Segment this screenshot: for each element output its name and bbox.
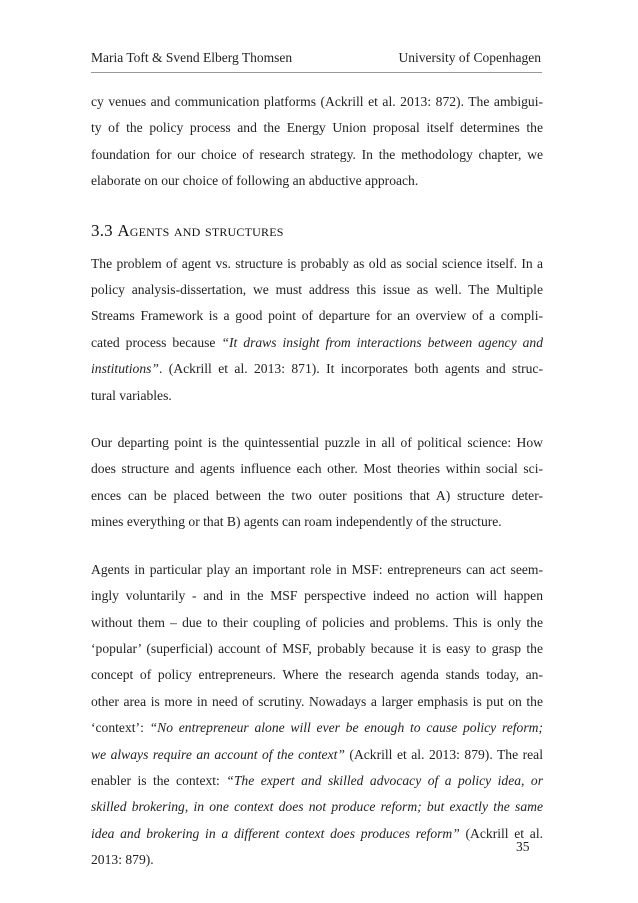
header-authors: Maria Toft & Svend Elberg Thomsen xyxy=(91,50,293,65)
paragraph-gap xyxy=(91,409,543,430)
text-line: policy analysis-dissertation, we must address this issue as well. The Multiple xyxy=(91,282,543,298)
text-run: ‘context’: xyxy=(91,720,150,736)
text-line: mines everything or that B) agents can roam independently of the structure. xyxy=(91,514,502,530)
text-line xyxy=(91,742,543,768)
text-line: ingly voluntarily - and in the MSF perspective indeed no action will happen xyxy=(91,588,543,604)
text-line xyxy=(91,356,543,382)
text-line xyxy=(91,821,543,847)
text-line: ty of the policy process and the Energy Union proposal itself determines the xyxy=(91,120,543,136)
quote-text: “It draws insight from interactions between agency and xyxy=(221,334,544,350)
text-line: Streams Framework is a good point of departure for an overview of a compli- xyxy=(91,308,543,324)
text-line: other area is more in need of scrutiny. Nowadays a larger emphasis is put on the xyxy=(91,693,543,709)
paragraph-agents-msf xyxy=(91,557,543,874)
quote-text: idea and brokering in a different context does produces reform” xyxy=(91,825,460,841)
text-run: (Ackrill et al. xyxy=(459,825,544,841)
running-header xyxy=(91,50,542,73)
text-run: cated process because xyxy=(91,334,222,350)
quote-text: we always require an account of the context” xyxy=(91,746,345,762)
quote-text: “The expert and skilled advocacy of a policy idea, or xyxy=(226,772,543,788)
text-run: enabler is the context: xyxy=(91,772,227,788)
text-line xyxy=(91,794,543,820)
text-line: concept of policy entrepreneurs. Where the research agenda stands today, an- xyxy=(91,667,543,683)
text-line: Our departing point is the quintessential puzzle in all of political science: How xyxy=(91,435,543,451)
text-line xyxy=(91,768,543,794)
body-text xyxy=(91,89,543,874)
text-line: 2013: 879). xyxy=(91,852,154,868)
page-number: 35 xyxy=(516,839,530,854)
section-title: Agents and structures xyxy=(117,220,284,240)
quote-text: skilled brokering, in one context does not produce reform; but exactly the same xyxy=(91,799,543,815)
section-heading xyxy=(91,220,543,242)
paragraph-agent-structure xyxy=(91,251,543,409)
paragraph-intro xyxy=(91,89,543,195)
paragraph-gap xyxy=(91,536,543,557)
text-line: The problem of agent vs. structure is probably as old as social science itself. In a xyxy=(91,255,543,271)
text-line xyxy=(91,715,543,741)
section-number: 3.3 xyxy=(91,220,113,240)
text-line: tural variables. xyxy=(91,387,172,403)
text-line: Agents in particular play an important role in MSF: entrepreneurs can act seem- xyxy=(91,561,543,577)
header-university: University of Copenhagen xyxy=(398,50,541,65)
text-line: does structure and agents influence each other. Most theories within social sci- xyxy=(91,461,543,477)
text-run: (Ackrill et al. 2013: 879). The real xyxy=(344,746,543,762)
text-line: ences can be placed between the two outer positions that A) structure deter- xyxy=(91,487,543,503)
paragraph-puzzle xyxy=(91,430,543,536)
quote-text: “No entrepreneur alone will ever be enough to cause policy reform; xyxy=(149,720,543,736)
text-line xyxy=(91,330,543,356)
text-line: foundation for our choice of research strategy. In the methodology chapter, we xyxy=(91,146,543,162)
text-line: without them – due to their coupling of policies and problems. This is only the xyxy=(91,614,543,630)
text-line: ‘popular’ (superficial) account of MSF, probably because it is easy to grasp the xyxy=(91,640,543,656)
text-line: cy venues and communication platforms (Ackrill et al. 2013: 872). The ambigui- xyxy=(91,94,543,109)
text-line: elaborate on our choice of following an abductive approach. xyxy=(91,173,419,189)
text-run: . (Ackrill et al. 2013: 871). It incorporates both agents and struc- xyxy=(159,361,543,377)
quote-text: institutions” xyxy=(91,361,159,377)
